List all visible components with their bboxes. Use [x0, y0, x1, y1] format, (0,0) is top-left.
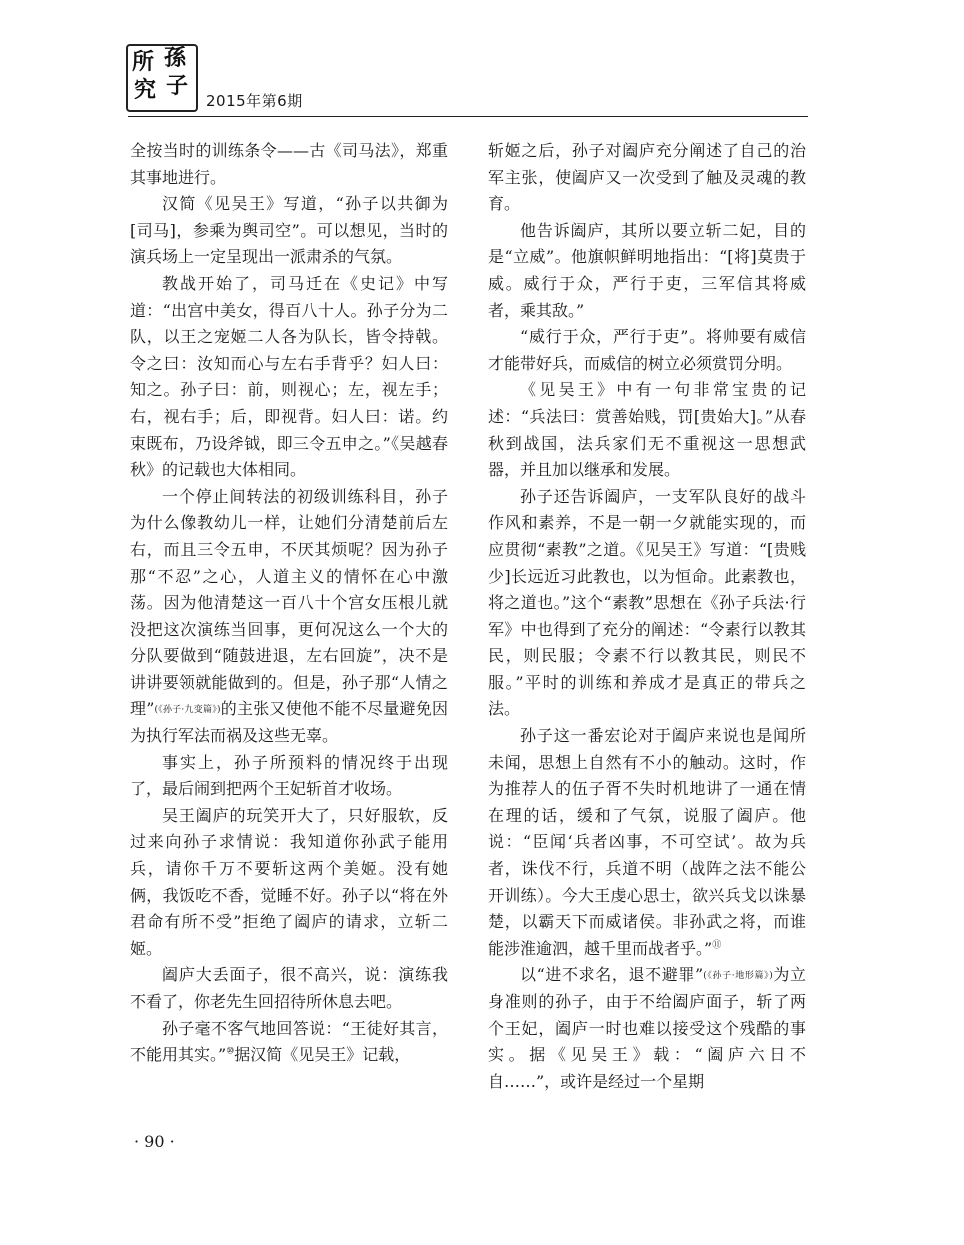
issue-label: 2015年第6期 [206, 92, 303, 110]
paragraph: 斩姬之后，孙子对阖庐充分阐述了自己的治军主张，使阖庐又一次受到了触及灵魂的教育。 [488, 141, 806, 214]
paragraph: 事实上，孙子所预料的情况终于出现了，最后闹到把两个王妃斩首才收场。 [130, 752, 448, 799]
page-number: · 90 · [134, 1132, 175, 1151]
paragraph: 吴王阖庐的玩笑开大了，只好服软，反过来向孙子求情说：我知道你孙武子能用兵，请你千万不要斩这两个美姬。没有她俩，我饭吃不香，觉睡不好。孙子以“将在外君命有所不受”拒绝了阖庐的请求，立斩二姬。 [130, 805, 448, 958]
logo-char: 孫 [164, 46, 187, 71]
header-rule [128, 116, 808, 117]
footnote-ref: ⑪ [712, 940, 722, 951]
journal-logo [126, 44, 198, 112]
paragraph: 汉简《见吴王》写道，“孙子以共御为[司马]，参乘为舆司空”。可以想见，当时的演兵场上一定呈现出一派肃杀的气氛。 [130, 194, 448, 267]
paragraph: “威行于众，严行于吏”。将帅要有威信才能带好兵，而威信的树立必须赏罚分明。 [488, 327, 806, 373]
paragraph: 全按当时的训练条令——古《司马法》，郑重其事地进行。 [130, 141, 448, 187]
logo-char: 子 [166, 74, 189, 99]
footnote-ref: ⑩ [226, 1046, 235, 1057]
right-column [488, 138, 806, 1095]
paragraph: 孙子这一番宏论对于阖庐来说也是闻所未闻，思想上自然有不小的触动。这时，作为推荐人的伍子胥不失时机地讲了一通在情在理的话，缓和了气氛，说服了阖庐。他说：“臣闻‘兵者凶事，不可空试’。故为兵者，诛伐不行，兵道不明（战阵之法不能公开训练）。今大王虔心思士，欲兴兵戈以诛暴楚，以霸天下而威诸侯。非孙武之将，而谁能涉淮逾泗，越千里而战者乎。”⑪ [488, 726, 806, 958]
left-column [130, 138, 448, 1069]
paragraph: 以“进不求名，退不避罪”(《孙子·地形篇》)为立身准则的孙子，由于不给阖庐面子，斩了两个王妃，阖庐一时也难以接受这个残酷的事实。据《见吴王》载：“阖庐六日不自……”，或许是经过一个星期 [488, 965, 806, 1091]
paragraph: 一个停止间转法的初级训练科目，孙子为什么像教幼儿一样，让她们分清楚前后左右，而且三令五申，不厌其烦呢？因为孙子那“不忍”之心，人道主义的情怀在心中激荡。因为他清楚这一百八十个宫女压根儿就没把这次演练当回事，更何况这么一个大的分队要做到“随鼓进退，左右回旋”，决不是讲讲要领就能做到的。但是，孙子那“人情之理”(《孙子·九变篇》)的主张又使他不能不尽量避免因为执行军法而祸及这些无辜。 [130, 486, 448, 746]
paragraph: 阖庐大丢面子，很不高兴，说：演练我不看了，你老先生回招待所休息去吧。 [130, 965, 448, 1011]
footnote-ref: (《孙子·九变篇》) [154, 705, 221, 716]
paragraph: 《见吴王》中有一句非常宝贵的记述：“兵法曰：赏善始贱，罚[贵始大]。”从春秋到战国，法兵家们无不重视这一思想武器，并且加以继承和发展。 [488, 380, 806, 480]
footnote-ref: (《孙子·地形篇》) [703, 971, 773, 982]
logo-char: 所 [132, 50, 155, 75]
paragraph: 孙子毫不客气地回答说：“王徒好其言，不能用其实。”⑩据汉简《见吴王》记载， [130, 1018, 448, 1065]
logo-char: 究 [134, 78, 157, 103]
paragraph: 孙子还告诉阖庐，一支军队良好的战斗作风和素养，不是一朝一夕就能实现的，而应贯彻“素教”之道。《见吴王》写道：“[贵贱少]长远近习此教也，以为恒命。此素教也，将之道也。”这个“素教”思想在《孙子兵法·行军》中也得到了充分的阐述：“令素行以教其民，则民服；令素不行以教其民，则民不服。”平时的训练和养成才是真正的带兵之法。 [488, 486, 806, 719]
paragraph: 教战开始了，司马迁在《史记》中写道：“出宫中美女，得百八十人。孙子分为二队，以王之宠姬二人各为队长，皆令持戟。令之曰：汝知而心与左右手背乎？妇人曰：知之。孙子曰：前，则视心；左，视左手；右，视右手；后，即视背。妇人曰：诺。约束既布，乃设斧钺，即三令五申之。”《吴越春秋》的记载也大体相同。 [130, 273, 448, 480]
paragraph: 他告诉阖庐，其所以要立斩二妃，目的是“立威”。他旗帜鲜明地指出：“[将]莫贵于威。威行于众，严行于吏，三军信其将威者，乘其敌。” [488, 220, 806, 320]
